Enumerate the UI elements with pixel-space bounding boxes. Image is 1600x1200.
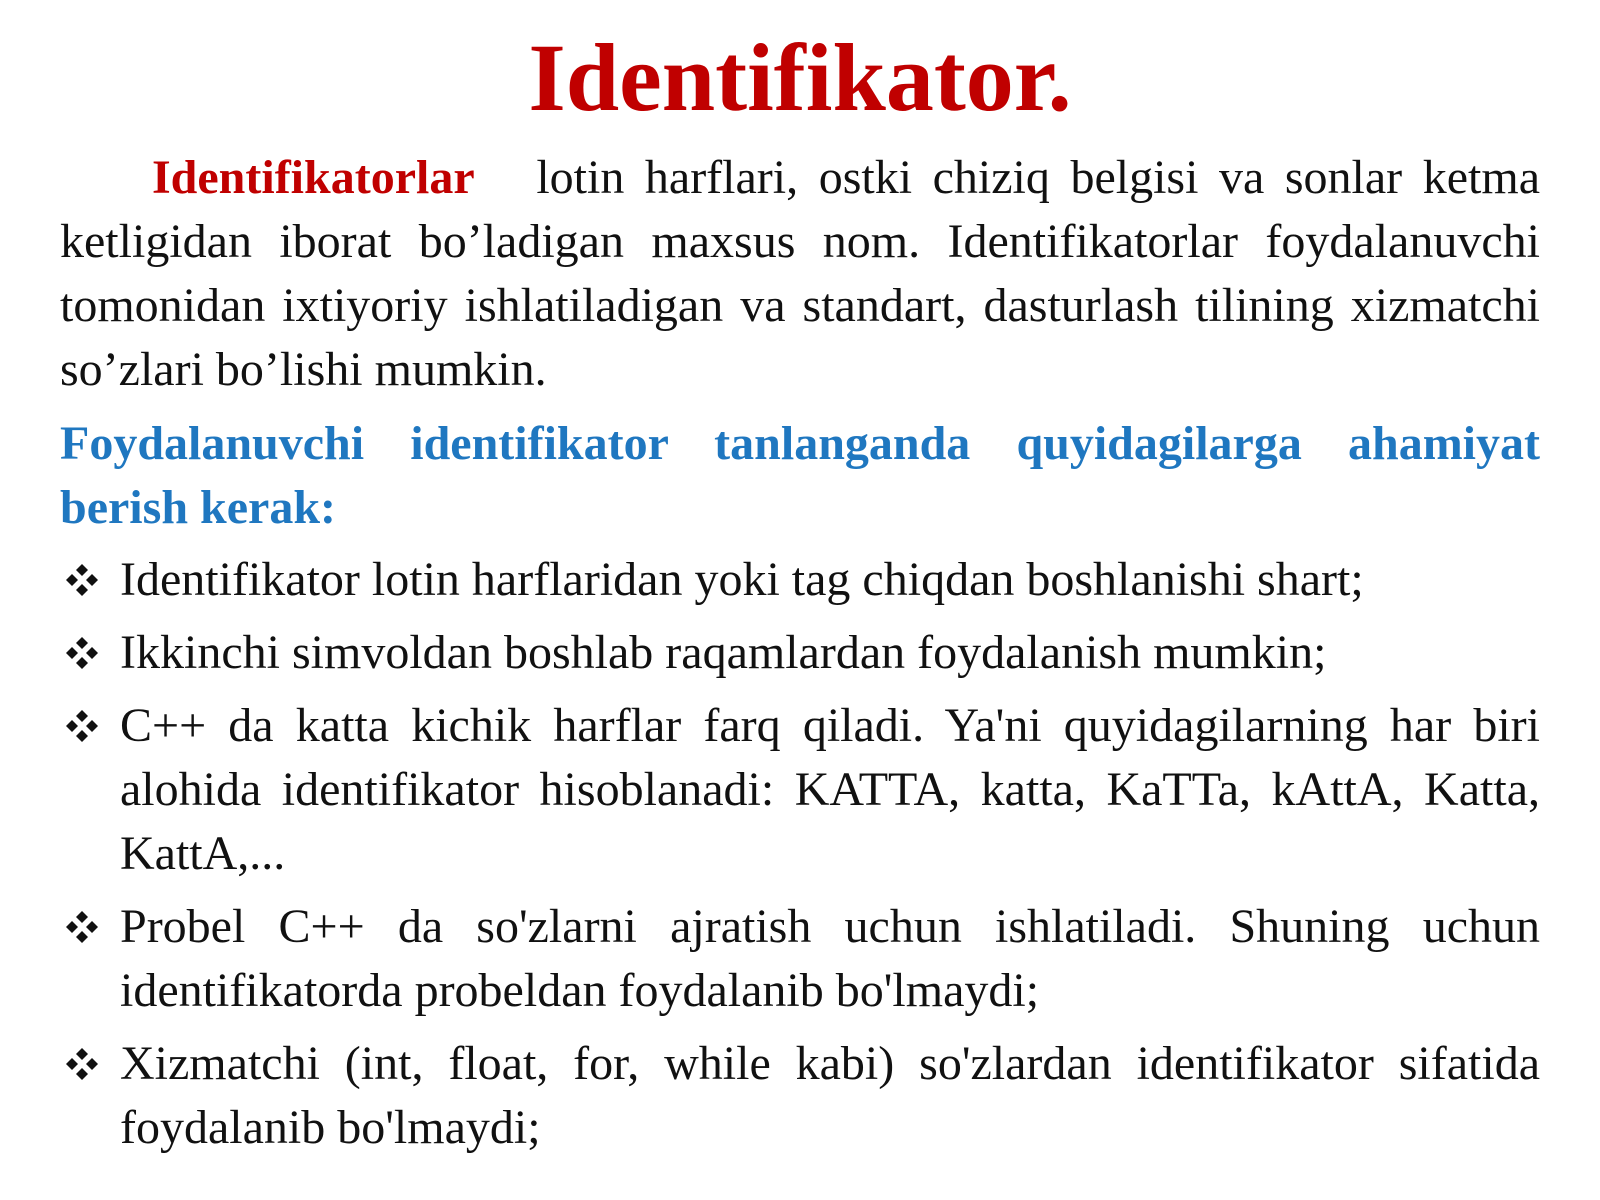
rule-text: C++ da katta kichik harflar farq qiladi. Ya'ni quyidagilarning har biri alohida identifikator hisoblanadi: KATTA, katta, KaTTa, kAttA, Katta, KattA,... (120, 699, 1540, 880)
four-diamond-bullet-icon (64, 708, 100, 744)
four-diamond-bullet-icon (64, 635, 100, 671)
rule-text: Ikkinchi simvoldan boshlab raqamlardan foydalanish mumkin; (120, 626, 1327, 679)
intro-text: lotin harflari, ostki chiziq belgisi va sonlar ketma ketligidan iborat bo’ladigan maxsus nom. Identifikatorlar foydalanuvchi tomonidan ixtiyoriy ishlatiladigan va standart, dasturlash tilining xizmatchi so’zlari bo’lishi mumkin. (60, 151, 1541, 396)
rule-item (60, 621, 1540, 685)
four-diamond-bullet-icon (64, 1046, 100, 1082)
rule-item (60, 694, 1540, 886)
rule-item (60, 895, 1540, 1023)
rule-text: Identifikator lotin harflaridan yoki tag chiqdan boshlanishi shart; (120, 553, 1364, 606)
rules-list (60, 548, 1540, 1169)
four-diamond-bullet-icon (64, 909, 100, 945)
rule-text: Probel C++ da so'zlarni ajratish uchun ishlatiladi. Shuning uchun identifikatorda probeldan foydalanib bo'lmaydi; (120, 900, 1540, 1017)
four-diamond-bullet-icon (64, 562, 100, 598)
intro-term: Identifikatorlar (152, 151, 475, 204)
intro-paragraph (60, 146, 1540, 402)
rule-item (60, 1032, 1540, 1160)
rules-heading: Foydalanuvchi identifikator tanlanganda quyidagilarga ahamiyat berish kerak: (60, 417, 1540, 534)
slide-title: Identifikator. (528, 24, 1072, 131)
rule-text: Xizmatchi (int, float, for, while kabi) so'zlardan identifikator sifatida foydalanib bo'lmaydi; (120, 1037, 1540, 1154)
rule-item (60, 548, 1540, 612)
